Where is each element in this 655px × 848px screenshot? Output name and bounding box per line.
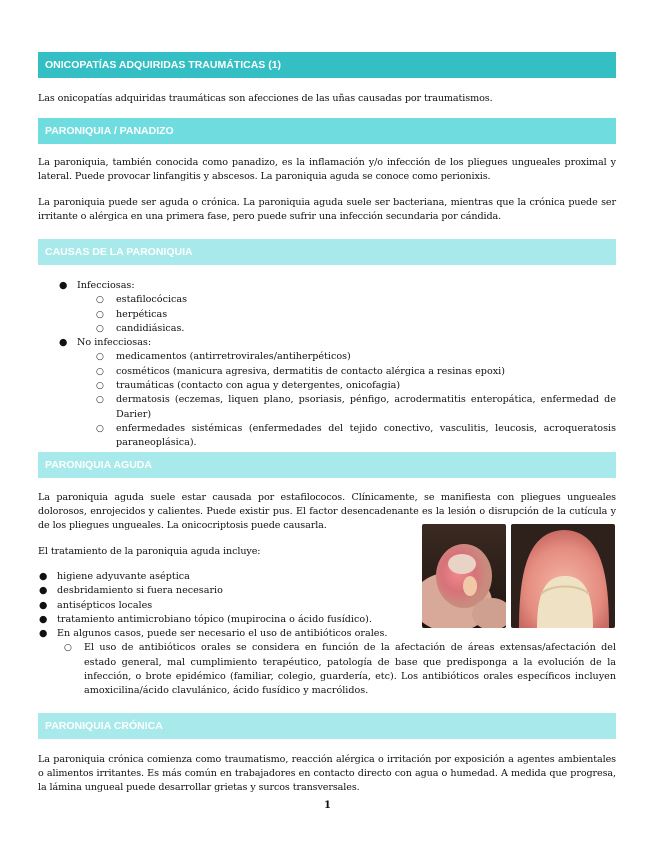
list-item: ● desbridamiento si fuera necesario — [57, 584, 616, 598]
circle-bullet-icon: ○ — [96, 295, 104, 306]
circle-bullet-icon: ○ — [96, 395, 104, 406]
circle-bullet-icon: ○ — [96, 323, 104, 334]
page-title: ONICOPATÍAS ADQUIRIDAS TRAUMÁTICAS (1) — [45, 59, 282, 71]
list-item: ○ medicamentos (antirretrovirales/antiherpéticos) — [116, 350, 616, 364]
treatment-intro: El tratamiento de la paroniquia aguda incluye: — [38, 546, 261, 557]
paroniquia-paragraph-1: La paroniquia, también conocida como panadizo, es la inflamación y/o infección de los pliegues ungueales proximal y lateral. Puede provocar linfangitis y abscesos. La paroniquia aguda se conoce como perionixis. — [38, 157, 616, 182]
section-header-causas — [38, 239, 616, 265]
section-title: PARONIQUIA CRÓNICA — [45, 720, 163, 732]
bullet-icon: ● — [39, 571, 48, 582]
list-item: ● En algunos casos, puede ser necesario el uso de antibióticos orales. ○ El uso de antibióticos orales se considera en función de la afectación de áreas extensas/afectación del estado general, mal cumplimiento terapéutico, patología de base que predisponga a la evolución de la infección, o brote epidémico (familiar, colegio, guardería, etc). Los antibióticos orales específicos incluyen amoxicilina/ácido clavulánico, ácido fusídico y macrólidos. — [57, 627, 616, 698]
list-item: ● tratamiento antimicrobiano tópico (mupirocina o ácido fusídico). — [57, 613, 616, 627]
intro-paragraph: Las onicopatías adquiridas traumáticas son afecciones de las uñas causadas por traumatismos. — [38, 93, 493, 104]
treatment-list — [38, 570, 616, 699]
list-item: ● higiene adyuvante aséptica — [57, 570, 616, 584]
list-item: ● antisépticos locales — [57, 599, 616, 613]
list-item: ● Infecciosas: ○ estafilocócicas ○ herpéticas ○ candidiásicas. — [77, 279, 616, 336]
page-number: 1 — [324, 800, 331, 811]
circle-bullet-icon: ○ — [64, 643, 72, 654]
aguda-paragraph: La paroniquia aguda suele estar causada por estafilococos. Clínicamente, se manifiesta con pliegues ungueales dolorosos, enrojecidos y calientes. Puede existir pus. El factor desencadenante es la lesión o disrupción de la cutícula y de los pliegues ungueales. La onicocriptosis puede causarla. — [38, 492, 616, 531]
list-item: ○ estafilocócicas — [116, 293, 616, 307]
bullet-icon: ● — [59, 280, 68, 291]
bullet-icon: ● — [39, 585, 48, 597]
causes-list — [59, 279, 616, 451]
section-title: PARONIQUIA AGUDA — [45, 459, 152, 471]
bullet-icon: ● — [39, 599, 48, 611]
section-title: PARONIQUIA / PANADIZO — [45, 125, 174, 137]
section-header-cronica — [38, 713, 616, 739]
list-item: ○ traumáticas (contacto con agua y detergentes, onicofagia) — [116, 379, 616, 393]
list-item: ○ enfermedades sistémicas (enfermedades del tejido conectivo, vasculitis, leucosis, acroqueratosis paraneoplásica). — [96, 422, 616, 449]
section-header-main — [38, 52, 616, 78]
list-item: ○ El uso de antibióticos orales se considera en función de la afectación de áreas extensas/afectación del estado general, mal cumplimiento terapéutico, patología de base que predisponga a la evolución de la infección, o brote epidémico (familiar, colegio, guardería, etc). Los antibióticos orales específicos incluyen amoxicilina/ácido clavulánico, ácido fusídico y macrólidos. — [64, 642, 616, 697]
circle-bullet-icon: ○ — [96, 309, 104, 320]
section-title: CAUSAS DE LA PARONIQUIA — [45, 246, 193, 258]
list-item: ○ herpéticas — [116, 308, 616, 322]
paroniquia-paragraph-2: La paroniquia puede ser aguda o crónica. La paroniquia aguda suele ser bacteriana, mientras que la crónica puede ser irritante o alérgica en una primera fase, pero puede sufrir una infección secundaria por cándida. — [38, 197, 616, 222]
bullet-icon: ● — [39, 613, 48, 625]
list-item: ● No infecciosas: ○ medicamentos (antirretrovirales/antiherpéticos) ○ cosméticos (manicura agresiva, dermatitis de contacto alérgica a resinas epoxi) ○ traumáticas (contacto con agua y detergentes, onicofagia) ○ dermatosis (eczemas, liquen plano, psoriasis, pénfigo, acrodermatitis enteropática, enfermedad de Darier) ○ enfermedades sistémicas (enfermedades del tejido conectivo, vasculitis, leucosis, acroqueratosis paraneoplásica). — [77, 336, 616, 450]
list-item: ○ dermatosis (eczemas, liquen plano, psoriasis, pénfigo, acrodermatitis enteropática, enfermedad de Darier) — [96, 394, 616, 420]
circle-bullet-icon: ○ — [96, 423, 104, 434]
circle-bullet-icon: ○ — [96, 366, 104, 377]
list-item: ○ cosméticos (manicura agresiva, dermatitis de contacto alérgica a resinas epoxi) — [116, 365, 616, 379]
list-item: ○ candidiásicas. — [116, 322, 616, 336]
bullet-icon: ● — [39, 628, 48, 640]
bullet-icon: ● — [59, 337, 68, 349]
section-header-aguda — [38, 452, 616, 478]
circle-bullet-icon: ○ — [96, 352, 104, 363]
circle-bullet-icon: ○ — [96, 381, 104, 392]
cronica-paragraph: La paroniquia crónica comienza como traumatismo, reacción alérgica o irritación por exposición a agentes ambientales o alimentos irritantes. Es más común en trabajadores en contacto directo con agua o humedad. A medida que progresa, la lámina ungueal puede desarrollar grietas y surcos transversales. — [38, 754, 616, 793]
section-header-paroniquia — [38, 118, 616, 144]
